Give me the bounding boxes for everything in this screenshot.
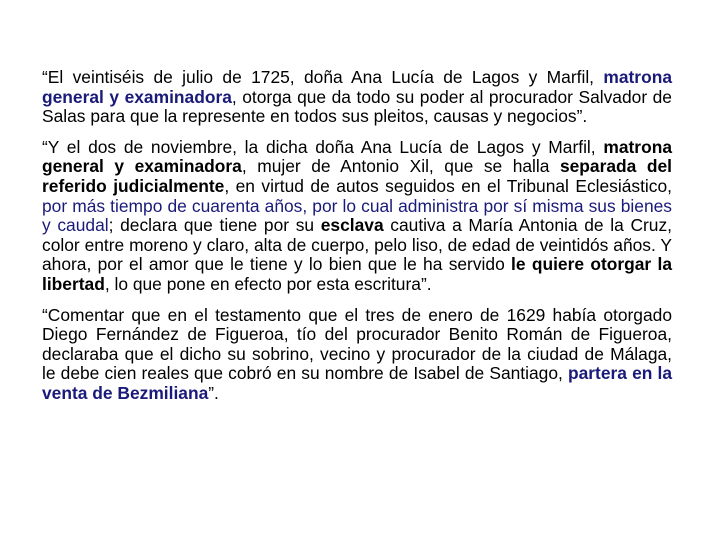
emphasis-separada: separada del referido judicialmente <box>42 156 672 196</box>
text-segment: “Comentar que en el testamento que el tres de enero de 1629 había otorgado Diego Fernández de Figueroa, tío del procurador Benito Román de Figueroa, declaraba que el dicho su sobrino, vecino y procurador de la ciudad de Málaga, le debe cien reales que cobró en su nombre de Isabel de Santiago, <box>42 304 672 384</box>
text-segment: ”. <box>208 382 219 403</box>
text-segment: , lo que pone en efecto por esta escritura”. <box>104 273 432 294</box>
paragraph-2 <box>42 138 672 295</box>
emphasis-esclava: esclava <box>320 215 384 236</box>
paragraph-3 <box>42 306 672 404</box>
highlight-partera: partera en la venta de Bezmiliana <box>42 363 672 403</box>
text-segment: “Y el dos de noviembre, la dicha doña Ana Lucía de Lagos y Marfil, <box>42 136 604 157</box>
emphasis-matrona-general: matrona general y examinadora <box>42 136 672 177</box>
paragraph-1 <box>42 68 672 127</box>
text-segment: , mujer de Antonio Xil, que se halla <box>241 156 560 177</box>
text-segment: , en virtud de autos seguidos en el Tribunal Eclesiástico, <box>224 175 672 196</box>
emphasis-libertad: le quiere otorgar la libertad <box>42 254 672 294</box>
highlight-matrona-general: matrona general y examinadora <box>42 67 672 107</box>
highlight-administra: por más tiempo de cuarenta años, por lo cual administra por sí misma sus bienes y caudal <box>42 195 672 236</box>
text-segment: , otorga que da todo su poder al procurador Salvador de Salas para que la represente en todos sus pleitos, causas y negocios”. <box>42 86 672 127</box>
text-segment: cautiva a María Antonia de la Cruz, color entre moreno y claro, alta de cuerpo, pelo liso, de edad de veintidós años. Y ahora, por el amor que le tiene y lo bien que le ha servido <box>42 215 672 275</box>
text-segment: “El veintiséis de julio de 1725, doña Ana Lucía de Lagos y Marfil, <box>42 67 604 87</box>
text-segment: ; declara que tiene por su <box>108 215 321 236</box>
document-body <box>42 68 672 415</box>
